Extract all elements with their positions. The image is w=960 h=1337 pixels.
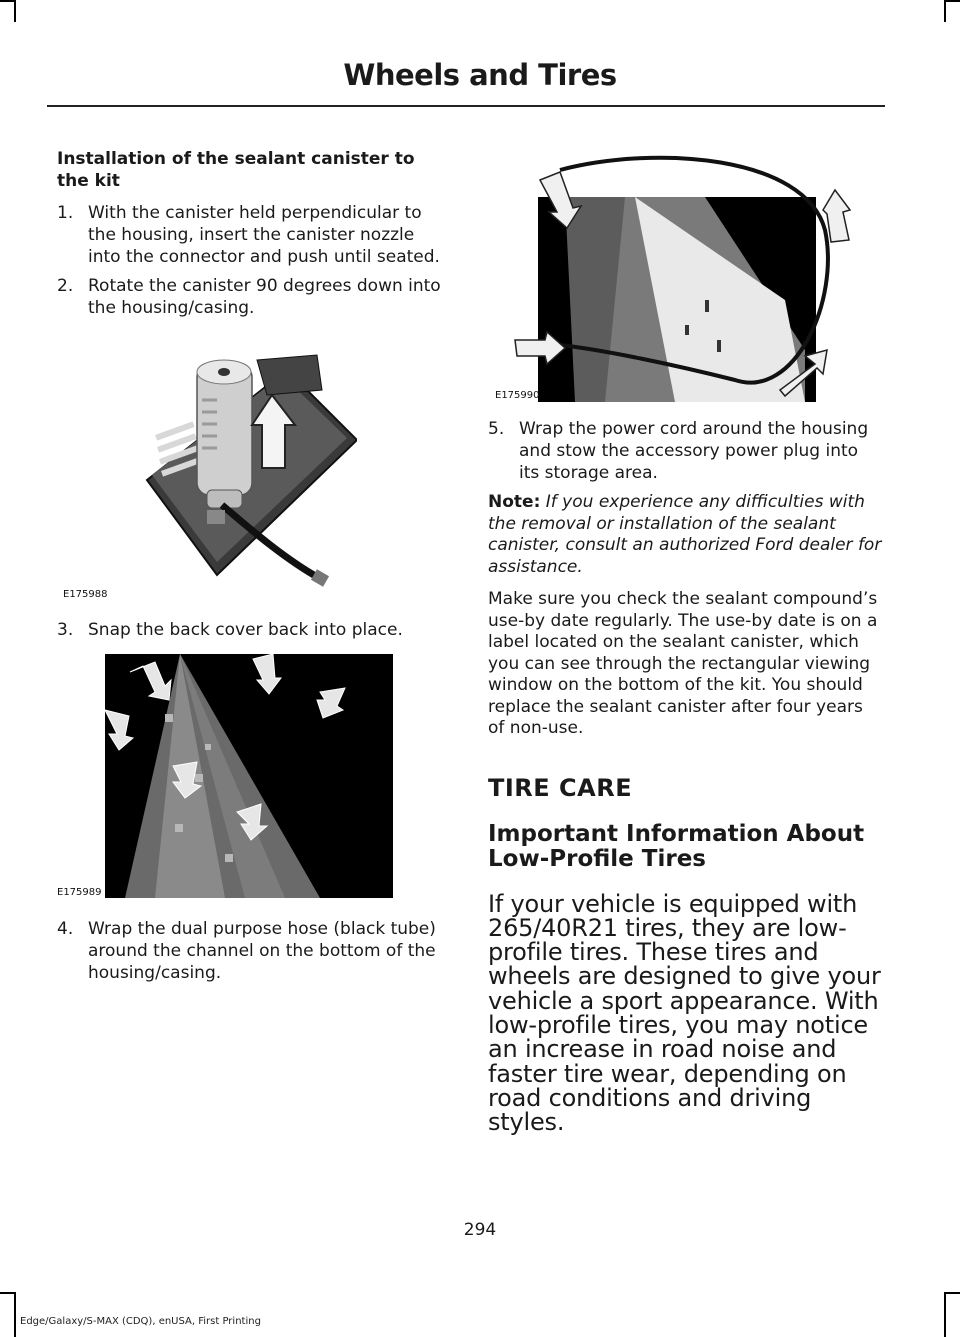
crop-mark — [0, 1292, 14, 1294]
left-column-step4 — [57, 918, 442, 991]
step-3 — [57, 619, 442, 641]
figure-canister-housing — [57, 350, 357, 600]
header-rule — [47, 105, 885, 107]
power-cord-illustration — [505, 150, 860, 402]
crop-mark — [944, 1292, 946, 1337]
low-profile-paragraph: If your vehicle is equipped with 265/40R21 tires, they are low-profile tires. These tires and wheels are designed to give your vehicle a sport appearance. With low-profile tires, you may notice an increase in road noise and faster tire wear, depending on road conditions and driving styles. — [488, 889, 881, 1137]
figure-back-cover — [105, 654, 393, 898]
edition-footer: Edge/Galaxy/S-MAX (CDQ), enUSA, First Printing — [20, 1316, 261, 1327]
crop-mark — [14, 1292, 16, 1337]
step-number: 5. — [488, 419, 505, 439]
page-header-title: Wheels and Tires — [343, 58, 617, 92]
tire-care-heading: TIRE CARE — [488, 773, 633, 802]
crop-mark — [0, 0, 14, 2]
step-4 — [57, 918, 442, 984]
crop-mark — [14, 0, 16, 22]
page-number: 294 — [463, 1220, 497, 1240]
note-label: Note: — [488, 492, 541, 512]
low-profile-heading: Important Information About Low-Profile Tires — [488, 820, 865, 872]
right-column — [488, 418, 883, 1158]
step-text: Wrap the power cord around the housing and stow the accessory power plug into its storage area. — [519, 419, 869, 483]
crop-mark — [946, 0, 960, 2]
step-number: 3. — [57, 620, 74, 640]
crop-mark — [944, 0, 946, 22]
figure-code: E175989 — [57, 887, 102, 898]
step-number: 1. — [57, 203, 74, 223]
figure-code: E175990 — [495, 390, 540, 401]
step-text: Wrap the dual purpose hose (black tube) around the channel on the bottom of the housing/casing. — [88, 919, 436, 983]
step-number: 2. — [57, 276, 74, 296]
step-number: 4. — [57, 919, 74, 939]
step-2 — [57, 275, 442, 319]
section-title: Installation of the sealant canister to the kit — [57, 149, 415, 191]
step-1 — [57, 202, 442, 268]
left-column — [57, 148, 442, 326]
note — [488, 492, 883, 578]
left-column-step3 — [57, 619, 442, 648]
canister-housing-illustration — [57, 350, 357, 600]
use-by-paragraph: Make sure you check the sealant compound’s use-by date regularly. The use-by date is on a label located on the sealant canister, which you can see through the rectangular viewing window on the bottom of the kit. You should replace the sealant canister after four years of non-use. — [488, 589, 878, 738]
back-cover-illustration — [105, 654, 393, 898]
figure-power-cord — [505, 150, 860, 402]
step-5 — [488, 418, 883, 484]
step-text: Snap the back cover back into place. — [88, 620, 403, 640]
step-text: With the canister held perpendicular to the housing, insert the canister nozzle into the connector and push until seated. — [88, 203, 440, 267]
step-text: Rotate the canister 90 degrees down into the housing/casing. — [88, 276, 441, 318]
note-text: If you experience any difficulties with the removal or installation of the sealant canister, consult an authorized Ford dealer for assistance. — [488, 492, 882, 577]
figure-code: E175988 — [63, 589, 108, 600]
crop-mark — [946, 1292, 960, 1294]
